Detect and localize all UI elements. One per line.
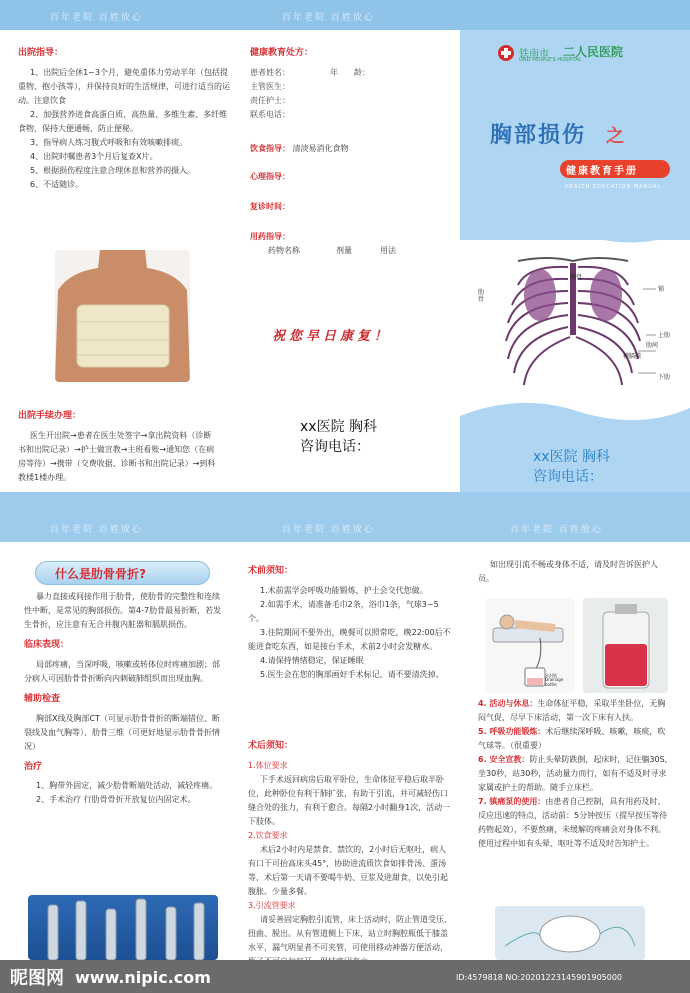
postop-sub-diet: 2.饮食要求 <box>248 830 288 840</box>
postop-more-panel <box>478 697 673 851</box>
rib-plates-illustration <box>28 895 218 960</box>
drain-intro: 如出现引流不畅或身体不适，请及时告诉医护人员。 <box>478 560 658 583</box>
middle-contact <box>300 418 377 457</box>
clinical-title: 临床表现： <box>24 640 70 650</box>
middle-phone-label: 咨询电话： <box>300 438 370 455</box>
care-item <box>478 697 673 725</box>
hospital-logo <box>497 42 667 64</box>
procedure-text: 医生开出院→患者在医生处签字→拿出院资料（诊断书和出院记录）→护士做宣教→主班看账→通知您（在病房等待）→携带（交费收据、诊断书和出院记录）→到科教楼1楼办理。 <box>18 430 216 482</box>
discharge-item: 6、不适随诊。 <box>30 179 84 189</box>
hospital-logo-icon <box>497 44 515 62</box>
postop-sub-position: 1.体位要求 <box>248 760 288 770</box>
diet-value: 清淡易消化食物 <box>292 143 349 153</box>
discharge-item: 4、出院时嘱患者3个月后复查X片。 <box>30 151 158 161</box>
cover-title-suffix: 之 <box>606 126 624 147</box>
drain-bottle-drawing <box>583 598 668 693</box>
postop-panel <box>248 733 453 969</box>
cover-wave-top <box>460 200 690 250</box>
discharge-item: 5、根据损伤程度注意合理休息和营养的摄入。 <box>30 165 196 175</box>
watermark-url: www.nipic.com <box>75 968 211 987</box>
drain-intro-panel <box>478 558 673 586</box>
chest-binder-illustration <box>55 250 190 382</box>
diagram-label-sternum: 胸骨 <box>570 274 583 281</box>
preop-item: 3.住院期间不要外出，晚餐可以照常吃，晚22:00后不能进食吃东西，如是接台手术，术前2小时会发糖水。 <box>248 627 451 651</box>
care-item-text: 术后继续深呼吸、咳嗽，咳痰，吹气球等。（很重要） <box>478 727 666 750</box>
drain-bottle-label <box>545 674 575 687</box>
watermark-logo: 昵图网 <box>10 968 64 989</box>
postop-title: 术后须知： <box>248 741 294 751</box>
preop-title: 术前须知： <box>248 566 294 576</box>
diagram-label-upper-rib: 上肋 <box>658 332 671 339</box>
middle-hospital-name: xx医院 胸科 <box>300 419 378 435</box>
fracture-heading: 什么是肋骨骨折? <box>55 567 146 581</box>
aux-title: 辅助检查 <box>24 693 61 704</box>
fracture-intro: 暴力直接或间接作用于肋骨，使肋骨的完整性和连续性中断，是常见的胸部损伤。第4-7肋骨最易折断，若发生骨折，应注意有无合并腹内脏器和膈肌损伤。 <box>24 592 222 629</box>
hospital-logo-en: OND PEOPLE'S HOSPITAL <box>519 57 582 63</box>
care-item-label: 5. 呼吸功能锻炼： <box>478 727 546 736</box>
field-phone: 联系电话： <box>250 109 290 119</box>
postop-sub-drain: 3.引流管要求 <box>248 900 296 910</box>
med-col-usage: 用法 <box>380 245 396 255</box>
field-age: 年 龄： <box>330 67 370 77</box>
care-item-text: 由患者自己控制，具有用药及时、反应迅速的特点，活动前：5分钟按压（提早按压等待药物起效），不要熬痛，未缓解的疼痛会对身体不利。使用过程中如有头晕、呕吐等不适及时告知护士。 <box>478 797 668 848</box>
diagram-label-diaphragm: 横膈膜 <box>623 353 642 360</box>
procedure-panel <box>18 403 218 485</box>
med-columns <box>268 244 455 258</box>
discharge-title: 出院指导： <box>18 48 64 58</box>
drain-label-en: Drainage bottle <box>545 677 564 687</box>
cover-contact <box>533 448 610 487</box>
drain-bottle-photo <box>583 598 668 693</box>
aux-text: 胸部X线及胸部CT（可显示肋骨骨折的断端错位、断裂线及血气胸等）、肋骨三维（可更好地显示肋骨骨折情况） <box>24 713 220 751</box>
care-item-label: 6. 安全宣教： <box>478 755 530 764</box>
med-col-name: 药物名称 <box>268 245 300 255</box>
procedure-title: 出院手续办理： <box>18 411 82 421</box>
med-label: 用药指导： <box>250 231 290 241</box>
treat-title: 治疗 <box>24 761 43 772</box>
fracture-info-panel <box>24 590 224 807</box>
treat-item: 2、手术治疗 行肋骨骨折开放复位内固定术。 <box>36 795 196 805</box>
hospital-logo-prefix: 铁南市 <box>519 49 549 60</box>
postop-text-diet: 术后2小时内是禁食、禁饮的，2小时后无呕吐，病人有口干可抬高床头45°，协助进流质饮食如排骨汤、蛋汤等，术后第一天请不要喝牛奶、豆浆及进甜食，以免引起腹胀。少量多餐。 <box>248 844 448 896</box>
discharge-item: 3、指导病人练习腹式呼吸和有效咳嗽排痰。 <box>30 137 188 147</box>
diagram-label-clavicle: 锁 <box>658 286 665 293</box>
motto-4: 百年老院 百姓放心 <box>282 525 375 535</box>
preop-panel <box>248 558 453 682</box>
field-doctor: 主管医生： <box>250 81 290 91</box>
pain-pump-photo <box>495 906 645 960</box>
prescription-panel <box>250 40 455 258</box>
preop-item: 4.请保持情绪稳定，保证睡眠 <box>260 655 364 665</box>
cover-subtitle: 健康教育手册 <box>566 166 638 177</box>
diagram-label-intercostal: 肋间 <box>646 342 659 349</box>
care-item-label: 7. 镇痛泵的使用： <box>478 797 546 806</box>
motto-3: 百年老院 百姓放心 <box>50 525 143 535</box>
diagram-label-rib: 肋骨 <box>478 289 485 303</box>
care-item <box>478 795 673 851</box>
motto-2: 百年老院 百姓放心 <box>282 13 375 23</box>
field-patient-name: 患者姓名： <box>250 67 290 77</box>
care-item-text: 生命体征平稳，采取半坐卧位，无胸闷气促，尽早下床活动，第一次下床有人扶。 <box>478 699 666 722</box>
diet-row <box>250 142 455 156</box>
postop-text-drain: 请妥善固定胸腔引流管，床上活动时，防止管道受压、扭曲、脱出。从有管道侧上下床，站立时胸腔瓶低于膝盖水平，漏气明显者不可夹管，可使用移动神器方便活动， <box>248 914 452 952</box>
diagram-label-lower-rib: 下肋 <box>658 374 671 381</box>
cover-title: 胸部损伤 <box>490 123 587 148</box>
drain-label-cn: 水封瓶 <box>545 673 557 678</box>
care-item <box>478 725 673 753</box>
motto-1: 百年老院 百姓放心 <box>50 13 143 23</box>
rib-plates-photo <box>28 895 218 960</box>
preop-item: 5.医生会在您的胸部画好手术标记，请不要清洗掉。 <box>260 669 444 679</box>
diet-label: 饮食指导： <box>250 143 290 153</box>
chest-binder-photo <box>55 250 190 382</box>
wish-text: 祝您早日康复！ <box>272 329 392 344</box>
med-col-dose: 剂量 <box>336 245 352 255</box>
pain-pump-drawing <box>495 906 645 960</box>
field-nurse: 责任护士： <box>250 95 290 105</box>
discharge-item: 1、出院后全休1~3个月，避免重体力劳动半年（包括提重物、抱小孩等），并保持良好的生活规律，可进行适当的运动。注意饮食 <box>18 67 230 105</box>
postop-text-position: 下手术返回病房后取平卧位，生命体征平稳后取半卧位，此种卧位有利于肺扩张，有助于引流，并可减轻伤口缝合处的张力，有利于愈合。每隔2小时翻身1次，活动一下肢体。 <box>248 774 451 826</box>
hospital-logo-name: 二人民医院 <box>563 45 624 59</box>
cover-subtitle-en: HEALTH EDUCATION MANUAL <box>565 184 662 190</box>
preop-item: 2.如需手术，请准备毛巾2条，浴巾1条，气球3~5个。 <box>248 599 439 623</box>
psych-label: 心理指导： <box>250 171 290 181</box>
prescription-title: 健康教育处方： <box>250 48 314 58</box>
drainage-illustration <box>485 598 575 693</box>
treat-item: 1、胸带外固定，减少肋骨断端处活动，减轻疼痛。 <box>36 781 218 791</box>
motto-5: 百年老院 百姓放心 <box>510 525 603 535</box>
cover-hospital-name: xx医院 胸科 <box>533 449 611 465</box>
review-label: 复诊时间： <box>250 201 290 211</box>
watermark-id: ID:4579818 NO:20201223145901905000 <box>456 973 623 982</box>
preop-item: 1.术前需学会呼吸功能锻炼，护士会交代您做。 <box>260 585 428 595</box>
discharge-panel <box>18 40 233 192</box>
care-item-text: 防止头晕防跌倒，起床时，记住躺30S,坐30秒，站30秒，活动量力而行，如有不适及时寻求家属或护士的帮助。随手立床栏。 <box>478 755 668 792</box>
care-item <box>478 753 673 795</box>
care-item-label: 4. 活动与休息： <box>478 699 538 708</box>
clinical-text: 局部疼痛，当深呼吸，咳嗽或转体位时疼痛加剧；部分病人可因肋骨骨折断向内刺破肺组织而出现血胸。 <box>24 659 220 683</box>
cover-phone-label: 咨询电话： <box>533 468 603 485</box>
discharge-item: 2、加强营养进食高蛋白质、高热量、多维生素、多纤维食物，保持大便通畅，防止便秘。 <box>18 109 228 133</box>
patient-fields <box>250 66 455 136</box>
